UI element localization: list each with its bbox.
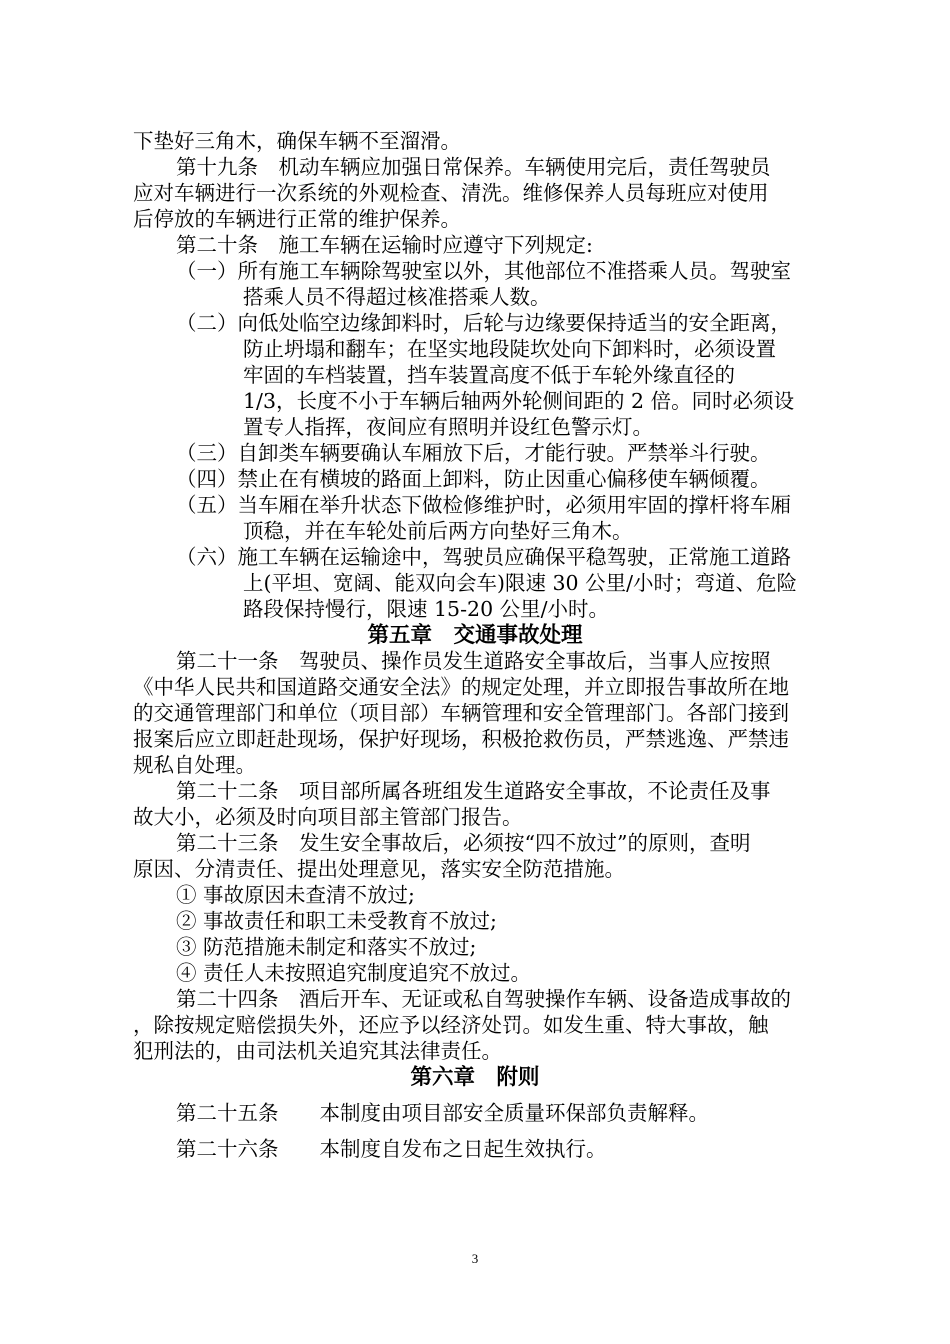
- article-24: 第二十四条 酒后开车、无证或私自驾驶操作车辆、设备造成事故的: [176, 987, 791, 1011]
- text-line: 故大小，必须及时向项目部主管部门报告。: [133, 805, 523, 829]
- text-line: 搭乘人员不得超过核准搭乘人数。: [243, 285, 551, 309]
- text-line: 规私自处理。: [133, 753, 256, 777]
- text-line: 顶稳，并在车轮处前后两方向垫好三角木。: [243, 519, 633, 543]
- text-line: 1/3，长度不小于车辆后轴两外轮侧间距的 2 倍。同时必须设: [243, 389, 795, 413]
- text-line: 的交通管理部门和单位（项目部）车辆管理和安全管理部门。各部门接到: [133, 701, 789, 725]
- article-23: 第二十三条 发生安全事故后，必须按“四不放过”的原则，查明: [176, 831, 751, 855]
- text-line: 原因、分清责任、提出处理意见，落实安全防范措施。: [133, 857, 625, 881]
- list-item: （二）向低处临空边缘卸料时，后轮与边缘要保持适当的安全距离，: [176, 311, 791, 335]
- text-line: ，除按规定赔偿损失外，还应予以经济处罚。如发生重、特大事故，触: [133, 1013, 769, 1037]
- list-item: （三）自卸类车辆要确认车厢放下后，才能行驶。严禁举斗行驶。: [176, 441, 771, 465]
- chapter-5-heading: 第五章 交通事故处理: [367, 623, 583, 648]
- list-item: ④ 责任人未按照追究制度追究不放过。: [176, 961, 532, 985]
- text-line: 牢固的车档装置，挡车装置高度不低于车轮外缘直径的: [243, 363, 735, 387]
- list-item: ② 事故责任和职工未受教育不放过;: [176, 909, 497, 933]
- list-item: ③ 防范措施未制定和落实不放过;: [176, 935, 477, 959]
- article-22: 第二十二条 项目部所属各班组发生道路安全事故，不论责任及事: [176, 779, 771, 803]
- list-item: （五）当车厢在举升状态下做检修维护时，必须用牢固的撑杆将车厢: [176, 493, 791, 517]
- list-item: （六）施工车辆在运输途中，驾驶员应确保平稳驾驶，正常施工道路: [176, 545, 791, 569]
- text-line: 《中华人民共和国道路交通安全法》的规定处理，并立即报告事故所在地: [133, 675, 789, 699]
- text-line: 应对车辆进行一次系统的外观检查、清洗。维修保养人员每班应对使用: [133, 181, 769, 205]
- article-26: 第二十六条 本制度自发布之日起生效执行。: [176, 1137, 607, 1161]
- article-19: 第十九条 机动车辆应加强日常保养。车辆使用完后，责任驾驶员: [176, 155, 771, 179]
- article-21: 第二十一条 驾驶员、操作员发生道路安全事故后，当事人应按照: [176, 649, 771, 673]
- list-item: （一）所有施工车辆除驾驶室以外，其他部位不准搭乘人员。驾驶室: [176, 259, 791, 283]
- text-line: 置专人指挥，夜间应有照明并设红色警示灯。: [243, 415, 653, 439]
- text-line: 犯刑法的，由司法机关追究其法律责任。: [133, 1039, 502, 1063]
- page-number: 3: [471, 1251, 479, 1266]
- article-25: 第二十五条 本制度由项目部安全质量环保部负责解释。: [176, 1101, 709, 1125]
- text-line: 报案后应立即赶赴现场，保护好现场，积极抢救伤员，严禁逃逸、严禁违: [133, 727, 789, 751]
- list-item: ① 事故原因未查清不放过;: [176, 883, 415, 907]
- list-item: （四）禁止在有横坡的路面上卸料，防止因重心偏移使车辆倾覆。: [176, 467, 771, 491]
- text-line: 下垫好三角木，确保车辆不至溜滑。: [133, 129, 461, 153]
- text-line: 后停放的车辆进行正常的维护保养。: [133, 207, 461, 231]
- chapter-6-heading: 第六章 附则: [410, 1065, 540, 1090]
- article-20: 第二十条 施工车辆在运输时应遵守下列规定:: [176, 233, 593, 257]
- text-line: 上(平坦、宽阔、能双向会车)限速 30 公里/小时；弯道、危险: [243, 571, 798, 595]
- text-line: 路段保持慢行，限速 15-20 公里/小时。: [243, 597, 610, 621]
- text-line: 防止坍塌和翻车；在坚实地段陡坎处向下卸料时，必须设置: [243, 337, 776, 361]
